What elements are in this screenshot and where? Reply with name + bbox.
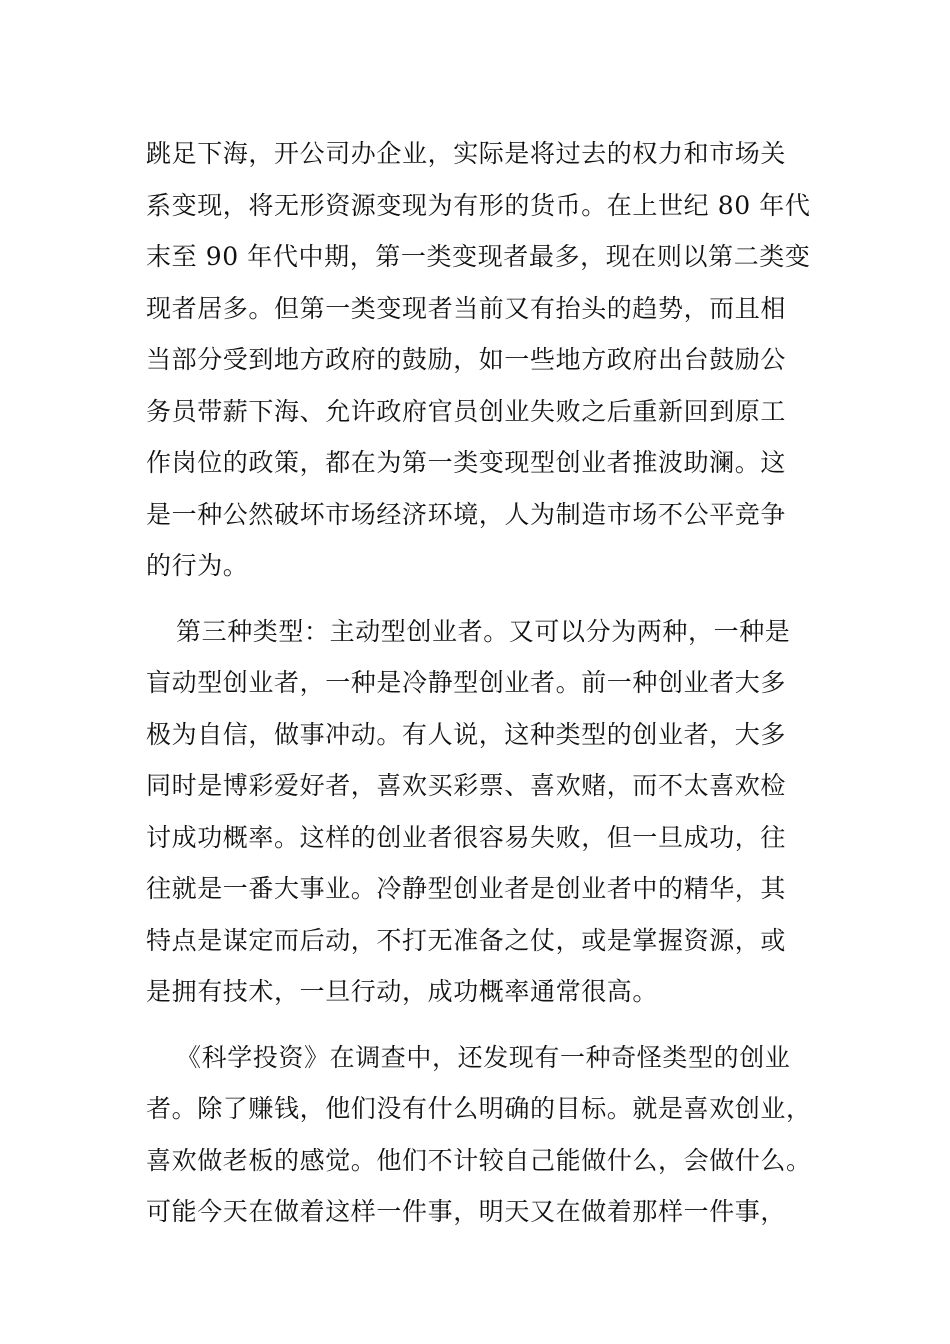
text-line: 末至 90 年代中期，第一类变现者最多，现在则以第二类变 bbox=[146, 242, 811, 271]
text-line: 往就是一番大事业。冷静型创业者是创业者中的精华，其 bbox=[146, 874, 787, 903]
text-line: 是拥有技术，一旦行动，成功概率通常很高。 bbox=[146, 977, 659, 1006]
text-line: 第三种类型：主动型创业者。又可以分为两种，一种是 bbox=[176, 616, 791, 646]
text-line: 当部分受到地方政府的鼓励，如一些地方政府出台鼓励公 bbox=[146, 345, 787, 374]
paragraph-spacing bbox=[146, 1018, 806, 1032]
text-line: 是一种公然破坏市场经济环境，人为制造市场不公平竞争 bbox=[146, 499, 787, 529]
text-line: 特点是谋定而后动，不打无准备之仗，或是掌握资源，或 bbox=[146, 925, 787, 955]
text-line: 务员带薪下海、允许政府官员创业失败之后重新回到原工 bbox=[146, 396, 787, 426]
text-line: 盲动型创业者，一种是冷静型创业者。前一种创业者大多 bbox=[146, 668, 787, 697]
text-line: 现者居多。但第一类变现者当前又有抬头的趋势，而且相 bbox=[146, 293, 787, 323]
text-line: 的行为。 bbox=[146, 551, 249, 580]
text-line: 同时是博彩爱好者，喜欢买彩票、喜欢赌，而不太喜欢检 bbox=[146, 771, 787, 800]
document-body bbox=[146, 128, 812, 1238]
paragraph-3 bbox=[146, 1032, 812, 1238]
text-line: 系变现，将无形资源变现为有形的货币。在上世纪 80 年代 bbox=[146, 190, 811, 220]
paragraph-2 bbox=[146, 606, 806, 1018]
text-line: 喜欢做老板的感觉。他们不计较自己能做什么，会做什么。 bbox=[146, 1145, 812, 1175]
text-line: 作岗位的政策，都在为第一类变现型创业者推波助澜。这 bbox=[146, 448, 787, 477]
paragraph-1 bbox=[146, 128, 811, 592]
text-line: 跳足下海，开公司办企业，实际是将过去的权力和市场关 bbox=[146, 139, 787, 168]
paragraph-spacing bbox=[146, 592, 806, 606]
text-line: 可能今天在做着这样一件事，明天又在做着那样一件事， bbox=[146, 1197, 787, 1226]
text-line: 讨成功概率。这样的创业者很容易失败，但一旦成功，往 bbox=[146, 822, 787, 852]
text-line: 《科学投资》在调查中，还发现有一种奇怪类型的创业 bbox=[176, 1042, 791, 1072]
text-line: 极为自信，做事冲动。有人说，这种类型的创业者，大多 bbox=[146, 719, 787, 749]
text-line: 者。除了赚钱，他们没有什么明确的目标。就是喜欢创业， bbox=[146, 1094, 812, 1123]
